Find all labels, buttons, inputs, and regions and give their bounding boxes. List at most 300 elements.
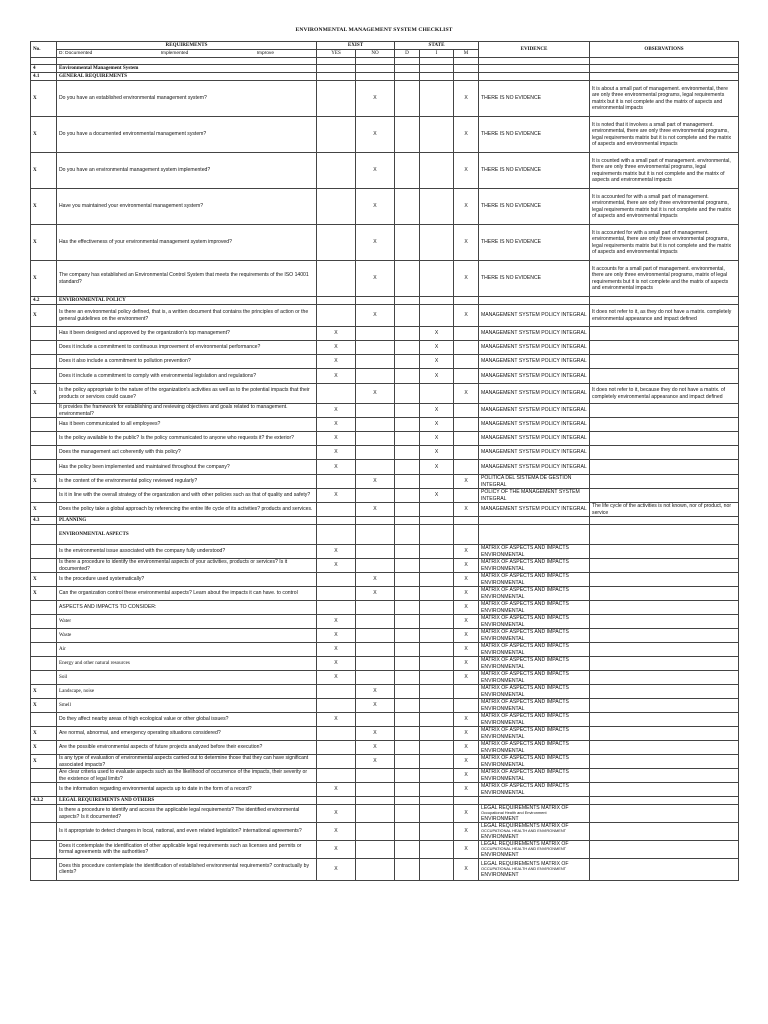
mark-d	[395, 805, 420, 823]
section-row	[31, 517, 739, 525]
mark-no	[356, 446, 395, 460]
section-row	[31, 73, 739, 81]
evidence-text	[479, 823, 590, 841]
observation-text: It is accounted for with a small part of management. environmental, there are only three environmental programs, legal requirements matrix but it is not complete and the matrix of aspects and environmental impacts	[590, 189, 739, 225]
checklist-table	[30, 41, 739, 881]
mark-d	[395, 615, 420, 629]
requirement-text: Has it been designed and approved by the organization's top management?	[57, 327, 317, 341]
evidence-text: MANAGEMENT SYSTEM POLICY INTEGRAL	[479, 369, 590, 384]
checklist-row	[31, 823, 739, 841]
evidence-text: MATRIX OF ASPECTS AND IMPACTS ENVIRONMENTAL	[479, 769, 590, 783]
mark-d	[395, 559, 420, 573]
evidence-text: MATRIX OF ASPECTS AND IMPACTS ENVIRONMENTAL	[479, 601, 590, 615]
mark-m: X	[454, 573, 479, 587]
item-number	[31, 769, 57, 783]
checklist-row	[31, 727, 739, 741]
evidence-text: POLITICA DEL SISTEMA DE GESTION INTEGRAL	[479, 475, 590, 489]
requirement-text: Is there an environmental policy defined, that is, a written document that contains the principles of action or the general guidelines on the environment?	[57, 305, 317, 327]
mark-yes	[317, 685, 356, 699]
mark-yes: X	[317, 545, 356, 559]
mark-m: X	[454, 783, 479, 797]
observation-text	[590, 671, 739, 685]
mark-no: X	[356, 81, 395, 117]
mark-d	[395, 404, 420, 418]
mark-m: X	[454, 384, 479, 404]
mark-d	[395, 685, 420, 699]
observation-text	[590, 629, 739, 643]
evidence-line: ENVIRONMENT	[481, 871, 519, 878]
mark-m	[454, 699, 479, 713]
mark-m: X	[454, 755, 479, 769]
evidence-text: MANAGEMENT SYSTEM POLICY INTEGRAL	[479, 305, 590, 327]
mark-no: X	[356, 727, 395, 741]
empty-cell	[356, 65, 395, 73]
item-number: X	[31, 475, 57, 489]
mark-yes: X	[317, 446, 356, 460]
mark-m: X	[454, 643, 479, 657]
mark-d	[395, 225, 420, 261]
mark-i	[420, 741, 454, 755]
mark-no	[356, 355, 395, 369]
mark-yes	[317, 601, 356, 615]
legend-improve: Improve	[256, 50, 274, 56]
evidence-text: MANAGEMENT SYSTEM POLICY INTEGRAL	[479, 418, 590, 432]
mark-m: X	[454, 823, 479, 841]
item-number: X	[31, 225, 57, 261]
observation-text	[590, 545, 739, 559]
mark-yes	[317, 117, 356, 153]
mark-yes: X	[317, 355, 356, 369]
mark-m	[454, 685, 479, 699]
mark-i	[420, 783, 454, 797]
observation-text: The life cycle of the activities is not known, nor of product, nor service	[590, 503, 739, 517]
col-header-yes: YES	[317, 50, 356, 58]
requirement-text: Can the organization control these environmental aspects? Learn about the impacts it can have. to control	[57, 587, 317, 601]
mark-i: X	[420, 432, 454, 446]
mark-yes	[317, 727, 356, 741]
requirement-text: Air	[57, 643, 317, 657]
mark-yes: X	[317, 615, 356, 629]
observation-text	[590, 460, 739, 475]
checklist-row	[31, 341, 739, 355]
checklist-row	[31, 587, 739, 601]
section-number: 4.1	[31, 73, 57, 81]
mark-m: X	[454, 261, 479, 297]
checklist-row	[31, 404, 739, 418]
observation-text	[590, 587, 739, 601]
requirement-text: Is it in line with the overall strategy of the organization and with other policies such as that of quality and safety?	[57, 489, 317, 503]
evidence-text: MANAGEMENT SYSTEM POLICY INTEGRAL	[479, 460, 590, 475]
header-row	[31, 42, 739, 50]
evidence-text: MATRIX OF ASPECTS AND IMPACTS ENVIRONMENTAL	[479, 685, 590, 699]
mark-d	[395, 741, 420, 755]
evidence-text: THERE IS NO EVIDENCE	[479, 117, 590, 153]
evidence-text: MATRIX OF ASPECTS AND IMPACTS ENVIRONMENTAL	[479, 545, 590, 559]
checklist-row	[31, 117, 739, 153]
empty-cell	[395, 525, 420, 545]
mark-d	[395, 755, 420, 769]
mark-m: X	[454, 475, 479, 489]
mark-i	[420, 601, 454, 615]
mark-i: X	[420, 341, 454, 355]
empty-cell	[317, 517, 356, 525]
empty-cell	[395, 73, 420, 81]
item-number: X	[31, 153, 57, 189]
mark-yes	[317, 153, 356, 189]
checklist-row	[31, 475, 739, 489]
observation-text	[590, 327, 739, 341]
requirement-text: Has the policy been implemented and maintained throughout the company?	[57, 460, 317, 475]
checklist-row	[31, 261, 739, 297]
mark-d	[395, 727, 420, 741]
mark-i	[420, 305, 454, 327]
empty-cell	[395, 797, 420, 805]
mark-d	[395, 81, 420, 117]
evidence-text: MATRIX OF ASPECTS AND IMPACTS ENVIRONMENTAL	[479, 741, 590, 755]
evidence-line: LEGAL REQUIREMENTS MATRIX OF	[481, 840, 569, 847]
item-number	[31, 545, 57, 559]
mark-d	[395, 545, 420, 559]
requirement-text: Is the information regarding environmental aspects up to date in the form of a record?	[57, 783, 317, 797]
col-header-observations: OBSERVATIONS	[590, 42, 739, 58]
observation-text: It is about a small part of management. environmental, there are only three environmental programs, legal requirements matrix but it is not complete and the matrix of aspects and environmental impacts	[590, 81, 739, 117]
evidence-text	[479, 858, 590, 880]
mark-no	[356, 858, 395, 880]
observation-text	[590, 823, 739, 841]
mark-d	[395, 460, 420, 475]
mark-no	[356, 769, 395, 783]
col-header-state: STATE	[395, 42, 479, 50]
requirement-text: Do you have an established environmental management system?	[57, 81, 317, 117]
empty-cell	[395, 517, 420, 525]
observation-text	[590, 699, 739, 713]
observation-text	[590, 489, 739, 503]
mark-m	[454, 418, 479, 432]
checklist-row	[31, 573, 739, 587]
empty-cell	[356, 297, 395, 305]
mark-yes	[317, 755, 356, 769]
mark-yes: X	[317, 559, 356, 573]
empty-cell	[420, 297, 454, 305]
mark-yes	[317, 769, 356, 783]
checklist-row	[31, 418, 739, 432]
requirement-text: Landscape, noise	[57, 685, 317, 699]
mark-d	[395, 432, 420, 446]
section-row	[31, 65, 739, 73]
empty-cell	[479, 65, 590, 73]
evidence-text: MATRIX OF ASPECTS AND IMPACTS ENVIRONMENTAL	[479, 727, 590, 741]
observation-text	[590, 446, 739, 460]
requirement-text: Soil	[57, 671, 317, 685]
mark-m: X	[454, 805, 479, 823]
checklist-row	[31, 559, 739, 573]
col-header-exist: EXIST	[317, 42, 395, 50]
mark-d	[395, 446, 420, 460]
mark-yes: X	[317, 327, 356, 341]
mark-yes	[317, 741, 356, 755]
mark-m: X	[454, 671, 479, 685]
item-number	[31, 432, 57, 446]
evidence-line: LEGAL REQUIREMENTS MATRIX OF	[481, 823, 569, 829]
mark-d	[395, 769, 420, 783]
mark-yes	[317, 189, 356, 225]
mark-yes: X	[317, 629, 356, 643]
checklist-row	[31, 657, 739, 671]
mark-yes: X	[317, 341, 356, 355]
evidence-text: MANAGEMENT SYSTEM POLICY INTEGRAL	[479, 355, 590, 369]
item-number	[31, 446, 57, 460]
col-header-no-exist: NO	[356, 50, 395, 58]
empty-cell	[590, 65, 739, 73]
mark-i: X	[420, 489, 454, 503]
observation-text	[590, 840, 739, 858]
requirement-text: The company has established an Environmental Control System that meets the requirements of the ISO 14001 standard?	[57, 261, 317, 297]
evidence-text: MATRIX OF ASPECTS AND IMPACTS ENVIRONMENTAL	[479, 629, 590, 643]
mark-d	[395, 189, 420, 225]
empty-cell	[454, 73, 479, 81]
mark-d	[395, 629, 420, 643]
empty-cell	[479, 73, 590, 81]
mark-yes	[317, 384, 356, 404]
mark-m	[454, 404, 479, 418]
checklist-row	[31, 629, 739, 643]
empty-cell	[479, 797, 590, 805]
item-number: X	[31, 503, 57, 517]
evidence-text: THERE IS NO EVIDENCE	[479, 81, 590, 117]
empty-cell	[479, 525, 590, 545]
observation-text	[590, 783, 739, 797]
item-number	[31, 805, 57, 823]
mark-i	[420, 657, 454, 671]
mark-yes: X	[317, 418, 356, 432]
empty-cell	[590, 517, 739, 525]
empty-cell	[420, 525, 454, 545]
item-number	[31, 355, 57, 369]
observation-text	[590, 475, 739, 489]
mark-d	[395, 305, 420, 327]
mark-m: X	[454, 305, 479, 327]
evidence-text	[479, 805, 590, 823]
mark-m: X	[454, 117, 479, 153]
col-header-evidence: EVIDENCE	[479, 42, 590, 58]
item-number	[31, 713, 57, 727]
mark-i	[420, 671, 454, 685]
empty-cell	[356, 797, 395, 805]
mark-no: X	[356, 153, 395, 189]
item-number	[31, 643, 57, 657]
evidence-text: MANAGEMENT SYSTEM POLICY INTEGRAL	[479, 384, 590, 404]
checklist-row	[31, 384, 739, 404]
mark-m: X	[454, 713, 479, 727]
section-title: PLANNING	[57, 517, 317, 525]
mark-d	[395, 713, 420, 727]
mark-d	[395, 858, 420, 880]
requirement-text: ASPECTS AND IMPACTS TO CONSIDER:	[57, 601, 317, 615]
mark-no	[356, 418, 395, 432]
mark-i	[420, 117, 454, 153]
mark-no: X	[356, 699, 395, 713]
observation-text	[590, 685, 739, 699]
item-number	[31, 858, 57, 880]
evidence-text: MATRIX OF ASPECTS AND IMPACTS ENVIRONMENTAL	[479, 671, 590, 685]
evidence-text: MANAGEMENT SYSTEM POLICY INTEGRAL	[479, 446, 590, 460]
evidence-line: ENVIRONMENT	[481, 815, 519, 822]
spacer-row	[31, 58, 739, 65]
checklist-row	[31, 545, 739, 559]
checklist-row	[31, 327, 739, 341]
item-number	[31, 615, 57, 629]
empty-cell	[590, 73, 739, 81]
mark-no	[356, 601, 395, 615]
checklist-row	[31, 671, 739, 685]
mark-no	[356, 657, 395, 671]
evidence-text: MANAGEMENT SYSTEM POLICY INTEGRAL	[479, 503, 590, 517]
mark-i: X	[420, 446, 454, 460]
mark-m	[454, 432, 479, 446]
requirement-text: Has the effectiveness of your environmental management system improved?	[57, 225, 317, 261]
observation-text	[590, 858, 739, 880]
requirement-text: Is any type of evaluation of environmental aspects carried out to determine those that they can have significant associated impacts?	[57, 755, 317, 769]
empty-cell	[454, 65, 479, 73]
mark-d	[395, 153, 420, 189]
section-title: GENERAL REQUIREMENTS	[57, 73, 317, 81]
checklist-row	[31, 189, 739, 225]
observation-text	[590, 727, 739, 741]
mark-yes	[317, 587, 356, 601]
item-number	[31, 657, 57, 671]
mark-no: X	[356, 503, 395, 517]
mark-no	[356, 369, 395, 384]
mark-m: X	[454, 545, 479, 559]
observation-text	[590, 369, 739, 384]
empty-cell	[590, 297, 739, 305]
mark-m: X	[454, 741, 479, 755]
item-number	[31, 327, 57, 341]
mark-d	[395, 327, 420, 341]
mark-d	[395, 355, 420, 369]
evidence-text: MATRIX OF ASPECTS AND IMPACTS ENVIRONMENTAL	[479, 657, 590, 671]
requirement-text: Are the possible environmental aspects of future projects analyzed before their execution?	[57, 741, 317, 755]
mark-no	[356, 489, 395, 503]
evidence-text: MATRIX OF ASPECTS AND IMPACTS ENVIRONMENTAL	[479, 573, 590, 587]
mark-m: X	[454, 81, 479, 117]
requirement-text: Are normal, abnormal, and emergency operating situations considered?	[57, 727, 317, 741]
mark-d	[395, 418, 420, 432]
mark-m: X	[454, 189, 479, 225]
item-number	[31, 404, 57, 418]
col-header-no: No.	[31, 42, 57, 58]
mark-i: X	[420, 327, 454, 341]
requirement-text: Have you maintained your environmental management system?	[57, 189, 317, 225]
checklist-row	[31, 503, 739, 517]
observation-text: It does not refer to it, as they do not have a matrix. completely environmental appearance and impact defined	[590, 305, 739, 327]
item-number	[31, 460, 57, 475]
mark-yes: X	[317, 840, 356, 858]
empty-cell	[317, 297, 356, 305]
empty-cell	[454, 525, 479, 545]
mark-yes: X	[317, 432, 356, 446]
mark-d	[395, 699, 420, 713]
evidence-text: MATRIX OF ASPECTS AND IMPACTS ENVIRONMENTAL	[479, 643, 590, 657]
mark-m: X	[454, 629, 479, 643]
mark-m	[454, 460, 479, 475]
evidence-text: MATRIX OF ASPECTS AND IMPACTS ENVIRONMENTAL	[479, 587, 590, 601]
section-title: ENVIRONMENTAL POLICY	[57, 297, 317, 305]
item-number	[31, 369, 57, 384]
item-number: X	[31, 573, 57, 587]
mark-yes	[317, 699, 356, 713]
mark-d	[395, 369, 420, 384]
mark-i	[420, 755, 454, 769]
empty-cell	[420, 73, 454, 81]
checklist-row	[31, 699, 739, 713]
observation-text	[590, 404, 739, 418]
mark-i	[420, 727, 454, 741]
page-title: ENVIRONMENTAL MANAGEMENT SYSTEM CHECKLIST	[295, 27, 453, 33]
mark-no	[356, 840, 395, 858]
mark-d	[395, 840, 420, 858]
observation-text	[590, 615, 739, 629]
mark-m: X	[454, 225, 479, 261]
evidence-text: MATRIX OF ASPECTS AND IMPACTS ENVIRONMENTAL	[479, 755, 590, 769]
requirement-text: Is the procedure used systematically?	[57, 573, 317, 587]
requirement-text: Do you have an environmental management system implemented?	[57, 153, 317, 189]
mark-m: X	[454, 840, 479, 858]
checklist-row	[31, 355, 739, 369]
observation-text: It is counted with a small part of management. environmental, there are only three environmental programs, legal requirements matrix but it is not complete and the matrix of aspects and environmental impacts	[590, 153, 739, 189]
requirement-text: Is the content of the environmental policy reviewed regularly?	[57, 475, 317, 489]
mark-no: X	[356, 685, 395, 699]
section-title: Environmental Management System	[57, 65, 317, 73]
observation-text: It is accounted for with a small part of management. environmental, there are only three environmental programs, legal requirements matrix but it is not complete and the matrix of aspects and environmental impacts	[590, 225, 739, 261]
mark-yes: X	[317, 671, 356, 685]
checklist-row	[31, 840, 739, 858]
evidence-text	[479, 840, 590, 858]
mark-yes: X	[317, 805, 356, 823]
mark-no	[356, 327, 395, 341]
mark-m	[454, 489, 479, 503]
mark-i	[420, 475, 454, 489]
mark-i	[420, 858, 454, 880]
evidence-text: MATRIX OF ASPECTS AND IMPACTS ENVIRONMENTAL	[479, 713, 590, 727]
requirement-text: Does the policy take a global approach by referencing the entire life cycle of its activities? products and services.	[57, 503, 317, 517]
observation-text	[590, 573, 739, 587]
mark-no: X	[356, 225, 395, 261]
mark-d	[395, 601, 420, 615]
requirement-text: Waste	[57, 629, 317, 643]
evidence-text: THERE IS NO EVIDENCE	[479, 153, 590, 189]
observation-text	[590, 559, 739, 573]
mark-no: X	[356, 741, 395, 755]
observation-text: It does not refer to it, because they do not have a matrix. of completely environmental appearance and impact defined	[590, 384, 739, 404]
mark-i	[420, 699, 454, 713]
mark-no: X	[356, 573, 395, 587]
mark-d	[395, 117, 420, 153]
mark-i: X	[420, 418, 454, 432]
empty-cell	[395, 297, 420, 305]
mark-no: X	[356, 305, 395, 327]
mark-no	[356, 783, 395, 797]
observation-text	[590, 713, 739, 727]
evidence-line: OCCUPATIONAL HEALTH AND ENVIRONMENT	[481, 828, 567, 834]
mark-m	[454, 446, 479, 460]
mark-m: X	[454, 153, 479, 189]
mark-i	[420, 823, 454, 841]
mark-m: X	[454, 657, 479, 671]
mark-no	[356, 341, 395, 355]
mark-yes	[317, 305, 356, 327]
mark-no	[356, 545, 395, 559]
